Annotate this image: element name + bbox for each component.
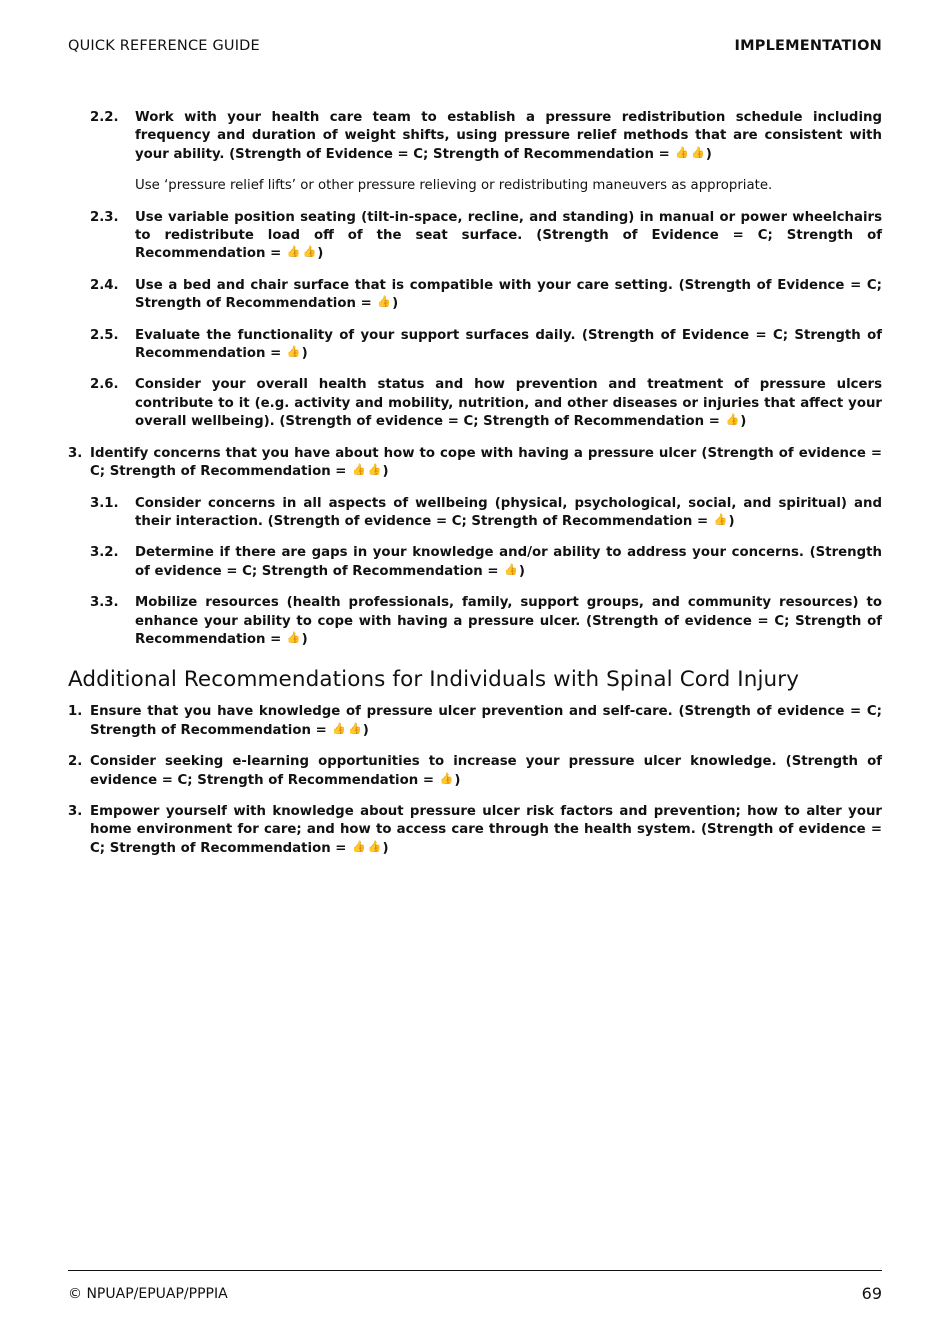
item-number: 2.6. xyxy=(90,377,119,393)
item-number: 2.5. xyxy=(90,327,119,343)
item-number: 3.3. xyxy=(90,595,119,611)
list-item xyxy=(68,753,882,790)
item-number: 1. xyxy=(68,704,83,720)
item-text: Determine if there are gaps in your knowledge and/or ability to address your concerns. (Strength of evidence = C; Strength of Recommendation = 👍) xyxy=(135,545,882,579)
thumbs-up-icon: 👍 xyxy=(286,345,301,359)
recommendation-text: Identify concerns that you have about how to cope with having a pressure ulcer (Strength of evidence = C; Strength of Recommendation = xyxy=(90,445,882,480)
thumbs-up-icon: 👍 xyxy=(302,245,317,259)
recommendation-text: Consider your overall health status and how prevention and treatment of pressure ulcers contribute to it (e.g. activity and mobility, nutrition, and other diseases or injuries that affect your overall wellbeing). (Strength of evidence = C; Strength of Recommendation = xyxy=(135,377,882,430)
item-number: 3. xyxy=(68,445,83,461)
recommendation-text: Empower yourself with knowledge about pressure ulcer risk factors and prevention; how to alter your home environment for care; and how to access care through the health system. (Strength of evidence = C; Strength of Recommendation = xyxy=(90,803,882,856)
list-item xyxy=(90,594,882,649)
main-content xyxy=(68,109,882,858)
item-text: Consider your overall health status and how prevention and treatment of pressure ulcers contribute to it (e.g. activity and mobility, nutrition, and other diseases or injuries that affect your overall wellbeing). (Strength of evidence = C; Strength of Recommendation = 👍) xyxy=(135,377,882,430)
copyright: © NPUAP/EPUAP/PPPIA xyxy=(68,1286,228,1302)
thumbs-up-icon: 👍 xyxy=(332,721,347,735)
list-item xyxy=(68,803,882,858)
item-text: Consider seeking e-learning opportunities to increase your pressure ulcer knowledge. (Strength of evidence = C; Strength of Recommendation = 👍) xyxy=(90,754,882,788)
recommendation-text: Mobilize resources (health professionals, family, support groups, and community resources) to enhance your ability to cope with having a pressure ulcer. (Strength of evidence = C; Strength of Recommendation = xyxy=(135,595,882,647)
recommendation-text: Work with your health care team to establish a pressure redistribution schedule including frequency and duration of weight shifts, using pressure relief methods that are consistent with your ability. (Strength of Evidence = C; Strength of Recommendation = xyxy=(135,110,882,162)
item-number: 3.2. xyxy=(90,545,119,561)
page-number: 69 xyxy=(861,1284,882,1303)
thumbs-up-icon: 👍 xyxy=(348,721,362,735)
item-text: Use a bed and chair surface that is compatible with your care setting. (Strength of Evidence = C; Strength of Recommendation = 👍) xyxy=(135,277,882,312)
thumbs-up-icon: 👍 xyxy=(352,839,366,853)
thumbs-up-icon: 👍 xyxy=(286,630,301,644)
footer-divider xyxy=(68,1270,882,1271)
list-item xyxy=(90,376,882,431)
guide-title: QUICK REFERENCE GUIDE xyxy=(68,38,260,54)
recommendation-text: Evaluate the functionality of your support surfaces daily. (Strength of Evidence = C; Strength of Recommendation = xyxy=(135,327,882,362)
thumbs-up-icon: 👍 xyxy=(504,562,518,576)
item-text: Ensure that you have knowledge of pressure ulcer prevention and self-care. (Strength of evidence = C; Strength of Recommendation = 👍 👍) xyxy=(90,704,882,738)
item-text: Empower yourself with knowledge about pressure ulcer risk factors and prevention; how to alter your home environment for care; and how to access care through the health system. (Strength of evidence = C; Strength of Recommendation = 👍 👍) xyxy=(90,803,882,856)
recommendation-text: Ensure that you have knowledge of pressure ulcer prevention and self-care. (Strength of evidence = C; Strength of Recommendation = xyxy=(90,704,882,738)
thumbs-up-icon: 👍 xyxy=(725,413,740,427)
recommendation-text: Determine if there are gaps in your knowledge and/or ability to address your concerns. (Strength of evidence = C; Strength of Recommendation = xyxy=(135,545,882,579)
section-heading: Additional Recommendations for Individuals with Spinal Cord Injury xyxy=(68,667,800,693)
item-text: Work with your health care team to establish a pressure redistribution schedule including frequency and duration of weight shifts, using pressure relief methods that are consistent with your ability. (Strength of Evidence = C; Strength of Recommendation = 👍 👍) xyxy=(135,110,882,162)
thumbs-up-icon: 👍 xyxy=(367,839,382,853)
recommendation-text: Consider seeking e-learning opportunities to increase your pressure ulcer knowledge. (Strength of evidence = C; Strength of Recommendation = xyxy=(90,754,882,788)
item-number: 2.4. xyxy=(90,277,119,293)
item-number: 3.1. xyxy=(90,495,119,511)
thumbs-up-icon: 👍 xyxy=(439,771,454,785)
item-text: Use variable position seating (tilt-in-space, recline, and standing) in manual or power wheelchairs to redistribute load off of the seat surface. (Strength of Evidence = C; Strength of Recommendation = 👍 👍) xyxy=(135,209,882,262)
item-number: 3. xyxy=(68,803,83,819)
item-number: 2.3. xyxy=(90,209,119,225)
section-title: IMPLEMENTATION xyxy=(734,38,882,54)
item-text: Evaluate the functionality of your support surfaces daily. (Strength of Evidence = C; Strength of Recommendation = 👍) xyxy=(135,327,882,362)
item-text: Consider concerns in all aspects of wellbeing (physical, psychological, social, and spiritual) and their interaction. (Strength of evidence = C; Strength of Recommendation = 👍) xyxy=(135,495,882,529)
item-number: 2. xyxy=(68,754,83,770)
recommendation-text: Use variable position seating (tilt-in-space, recline, and standing) in manual or power wheelchairs to redistribute load off of the seat surface. (Strength of Evidence = C; Strength of Recommendation = xyxy=(135,209,882,262)
list-item xyxy=(68,445,882,482)
list-item xyxy=(90,209,882,264)
item-text: Identify concerns that you have about how to cope with having a pressure ulcer (Strength of evidence = C; Strength of Recommendation = 👍 👍) xyxy=(90,445,882,480)
list-item xyxy=(90,495,882,532)
thumbs-up-icon: 👍 xyxy=(675,145,690,159)
recommendation-list xyxy=(68,109,882,649)
thumbs-up-icon: 👍 xyxy=(377,295,392,309)
recommendation-text: Consider concerns in all aspects of wellbeing (physical, psychological, social, and spiritual) and their interaction. (Strength of evidence = C; Strength of Recommendation = xyxy=(135,495,882,529)
thumbs-up-icon: 👍 xyxy=(367,463,382,477)
thumbs-up-icon: 👍 xyxy=(352,463,366,477)
list-item xyxy=(90,277,882,314)
list-item xyxy=(90,544,882,581)
list-item xyxy=(90,109,882,164)
thumbs-up-icon: 👍 xyxy=(286,245,301,259)
recommendation-text: Use a bed and chair surface that is compatible with your care setting. (Strength of Evidence = C; Strength of Recommendation = xyxy=(135,277,882,312)
sci-recommendation-list xyxy=(68,703,882,858)
item-note: Use ‘pressure relief lifts’ or other pressure relieving or redistributing maneuvers as appropriate. xyxy=(135,178,773,194)
list-item xyxy=(90,327,882,364)
thumbs-up-icon: 👍 xyxy=(713,512,728,526)
item-number: 2.2. xyxy=(90,110,119,125)
list-item xyxy=(68,703,882,740)
item-text: Mobilize resources (health professionals, family, support groups, and community resources) to enhance your ability to cope with having a pressure ulcer. (Strength of evidence = C; Strength of Recommendation = 👍) xyxy=(135,595,882,647)
page-header xyxy=(68,38,882,56)
thumbs-up-icon: 👍 xyxy=(691,145,705,159)
